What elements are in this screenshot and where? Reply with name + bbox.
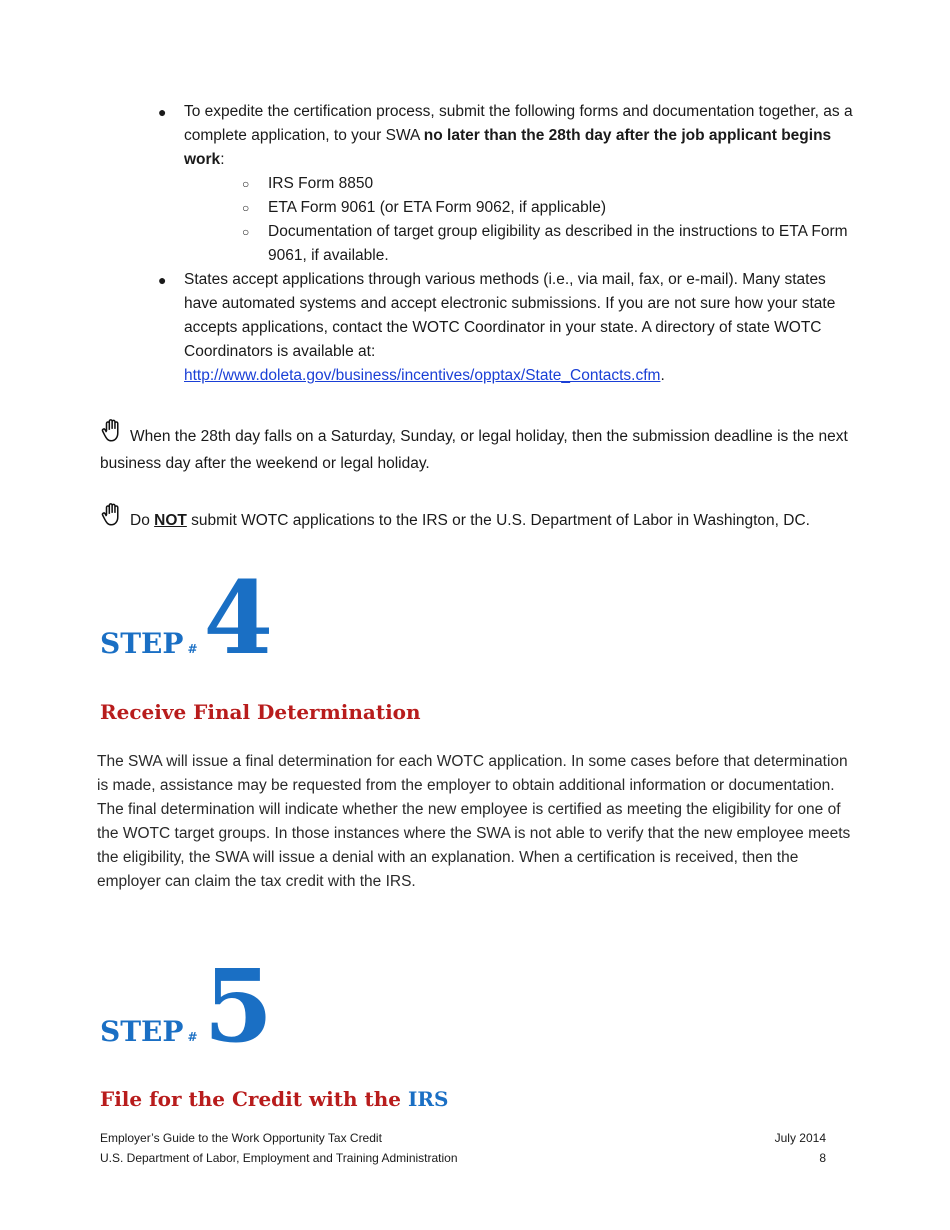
note-deadline: [100, 418, 860, 477]
hand-icon: [100, 502, 126, 528]
section-heading-final-determination: Receive Final Determination: [100, 700, 421, 724]
step-word: STEP: [100, 627, 184, 660]
circle-bullet-icon: ○: [242, 225, 250, 239]
bullet-bold-text: no later than the 28th day after the job applicant begins work: [184, 127, 832, 168]
sub-item: [242, 220, 858, 268]
section-heading-file-credit: [100, 1087, 448, 1111]
step-5-title: [100, 947, 274, 1065]
bullet-dot: ●: [158, 272, 167, 288]
step-word: STEP: [100, 1015, 184, 1048]
hand-icon: [100, 418, 126, 444]
note-do-not-submit: [100, 502, 860, 534]
bullet-punct: .: [660, 367, 665, 384]
sub-item: [242, 172, 858, 196]
state-contacts-link[interactable]: http://www.doleta.gov/business/incentives/opptax/State_Contacts.cfm: [184, 367, 661, 384]
sub-item-text: Documentation of target group eligibility as described in the instructions to ETA Form 9061, if available.: [268, 223, 848, 264]
note-text: When the 28th day falls on a Saturday, Sunday, or legal holiday, then the submission deadline is the next business day after the weekend or legal holiday.: [100, 428, 848, 472]
sub-item-text: IRS Form 8850: [268, 175, 374, 192]
note-text: submit WOTC applications to the IRS or the U.S. Department of Labor in Washington, DC.: [186, 512, 810, 529]
sub-item-text: ETA Form 9061 (or ETA Form 9062, if applicable): [268, 199, 606, 216]
page-number: 8: [819, 1151, 826, 1165]
bullet-text: States accept applications through various methods (i.e., via mail, fax, or e-mail). Many states have automated systems and accept electronic submissions. If you are not sure how your state accepts applications, contact the WOTC Coordinator in your state. A directory of state WOTC Coordinators is available at:: [184, 271, 836, 360]
bullet-item-states: [158, 268, 858, 388]
bullet-list: [158, 100, 858, 388]
step-number: 4: [203, 559, 274, 677]
footer-guide-title: Employer’s Guide to the Work Opportunity Tax Credit: [100, 1131, 382, 1145]
step-hash: #: [187, 642, 198, 656]
step-hash: #: [187, 1030, 198, 1044]
step-number: 5: [203, 947, 274, 1065]
heading-irs: IRS: [407, 1087, 449, 1111]
step-4-title: [100, 559, 274, 677]
footer-department: U.S. Department of Labor, Employment and Training Administration: [100, 1151, 458, 1165]
page-footer: [100, 1128, 826, 1168]
note-text: Do: [130, 512, 155, 529]
footer-date: July 2014: [774, 1131, 826, 1145]
note-emphasis: NOT: [154, 512, 187, 529]
bullet-text: To expedite the certification process, submit the following forms and documentation together, as a complete application, to your SWA: [184, 103, 853, 144]
bullet-item-submit: [158, 100, 858, 172]
sub-item: [242, 196, 858, 220]
final-determination-paragraph: The SWA will issue a final determination for each WOTC application. In some cases before that determination is made, assistance may be requested from the employer to obtain additional information or documentation. The final determination will indicate whether the new employee is certified as meeting the eligibility for one of the WOTC target groups. In those instances where the SWA is not able to verify that the new employee meets the eligibility, the SWA will issue a denial with an explanation. When a certification is received, then the employer can claim the tax credit with the IRS.: [97, 753, 851, 890]
circle-bullet-icon: ○: [242, 177, 250, 191]
circle-bullet-icon: ○: [242, 201, 250, 215]
heading-text: File for the Credit with the: [100, 1087, 408, 1111]
bullet-punct: :: [220, 151, 225, 168]
bullet-dot: ●: [158, 104, 167, 120]
